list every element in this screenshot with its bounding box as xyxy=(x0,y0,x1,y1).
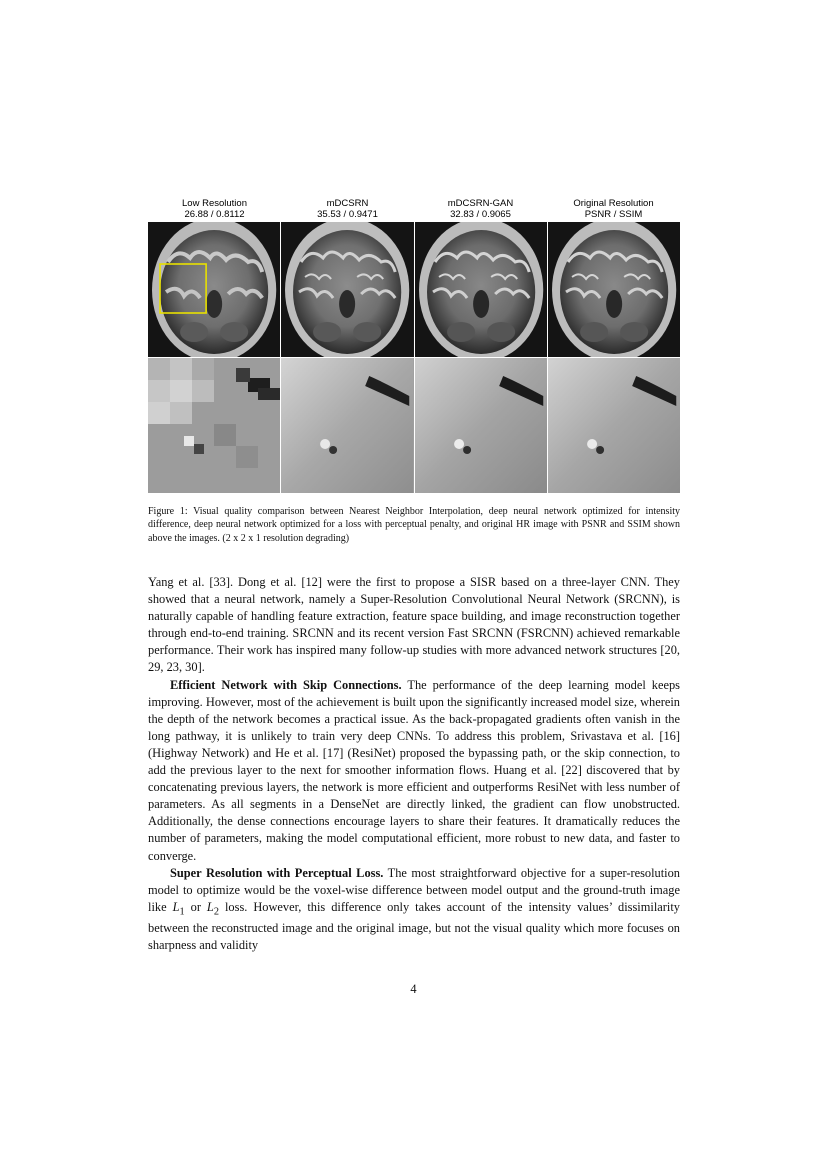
paragraph-text: or xyxy=(184,899,207,914)
brain-slice-original-resolution xyxy=(548,222,680,357)
panel-label-low-resolution xyxy=(148,198,281,220)
page-number: 4 xyxy=(410,982,417,996)
zoom-crop-original-resolution xyxy=(548,358,680,493)
section-heading-skip-connections: Efficient Network with Skip Connections. xyxy=(170,677,402,692)
section-heading-perceptual-loss: Super Resolution with Perceptual Loss. xyxy=(170,865,384,880)
paragraph-intro: Yang et al. [33]. Dong et al. [12] were the first to propose a SISR based on a three-layer CNN. They showed that a neural network, namely a Super-Resolution Convolutional Neural Network (SRCNN), is naturally capable of handling feature extraction, feature space building, and image reconstruction together through end-to-end training. SRCNN and its recent version Fast SRCNN (FSRCNN) achieved remarkable performance. Their work has inspired many follow-up studies with more advanced network structures [20, 29, 23, 30]. xyxy=(148,575,680,675)
figure-1 xyxy=(148,196,680,222)
zoom-crop-low-resolution xyxy=(148,358,280,493)
paragraph-skip-connections xyxy=(148,677,680,865)
panel-metrics: 35.53 / 0.9471 xyxy=(317,209,378,220)
math-sub-1: 1 xyxy=(179,906,185,918)
panel-title: mDCSRN-GAN xyxy=(447,198,514,209)
paragraph-text: loss. However, this difference only takes account of the intensity values’ dissimilarity between the reconstructed image and the original image, but not the visual quality which more focuses on sharpness and validity xyxy=(148,899,680,953)
figure-caption: Figure 1: Visual quality comparison between Nearest Neighbor Interpolation, deep neural network optimized for intensity difference, deep neural network optimized for a loss with perceptual penalty, and original HR image with PSNR and SSIM shown above the images. (2 x 2 x 1 resolution degrading) xyxy=(148,506,680,544)
math-sub-2: 2 xyxy=(213,906,219,918)
panel-title: mDCSRN xyxy=(326,198,369,209)
panel-label-mdcsrn-gan xyxy=(414,198,547,220)
panel-metrics: 32.83 / 0.9065 xyxy=(450,209,511,220)
zoom-crop-mdcsrn xyxy=(281,358,413,493)
figure-labels xyxy=(148,196,680,222)
panel-label-mdcsrn xyxy=(281,198,414,220)
brain-slice-mdcsrn xyxy=(281,222,413,357)
panel-title: Original Resolution xyxy=(573,198,654,209)
paragraph-perceptual-loss xyxy=(148,865,680,955)
body-text xyxy=(148,574,680,955)
panel-title: Low Resolution xyxy=(182,198,247,209)
panel-metrics: 26.88 / 0.8112 xyxy=(184,209,245,220)
panel-metrics: PSNR / SSIM xyxy=(584,209,643,220)
paragraph-text: The most straightforward objective for a super-resolution model to optimize would be the voxel-wise difference between model output and the ground-truth image like xyxy=(148,865,681,914)
panel-label-original-resolution xyxy=(547,198,680,220)
paragraph-text: The performance of the deep learning model keeps improving. However, most of the achievement is built upon the significantly increased model size, wherein the depth of the network becomes a practical issue. As the back-propagated gradients often vanish in the long pathway, it is unlikely to train very deep CNNs. To address this problem, Srivastava et al. [16] (Highway Network) and He et al. [17] (ResiNet) proposed the bypassing path, or the skip connection, to add the previous layer to the next for smoother information flows. Huang et al. [22] discovered that by concatenating previous layers, the network is more efficient and outperforms ResiNet with less number of parameters. As all segments in a DenseNet are directly linked, the gradient can flow unobstructed. Additionally, the dense connections encourage layers to share their features. It dramatically reduces the number of parameters, making the model computational efficient, more robust to new data, and faster to converge. xyxy=(148,677,680,863)
zoom-crop-mdcsrn-gan xyxy=(415,358,547,493)
brain-slice-low-resolution xyxy=(148,222,280,357)
brain-slice-row xyxy=(148,222,680,357)
math-l: L xyxy=(206,899,214,914)
zoom-crop-row xyxy=(148,358,680,493)
math-l: L xyxy=(172,899,180,914)
brain-slice-mdcsrn-gan xyxy=(415,222,547,357)
